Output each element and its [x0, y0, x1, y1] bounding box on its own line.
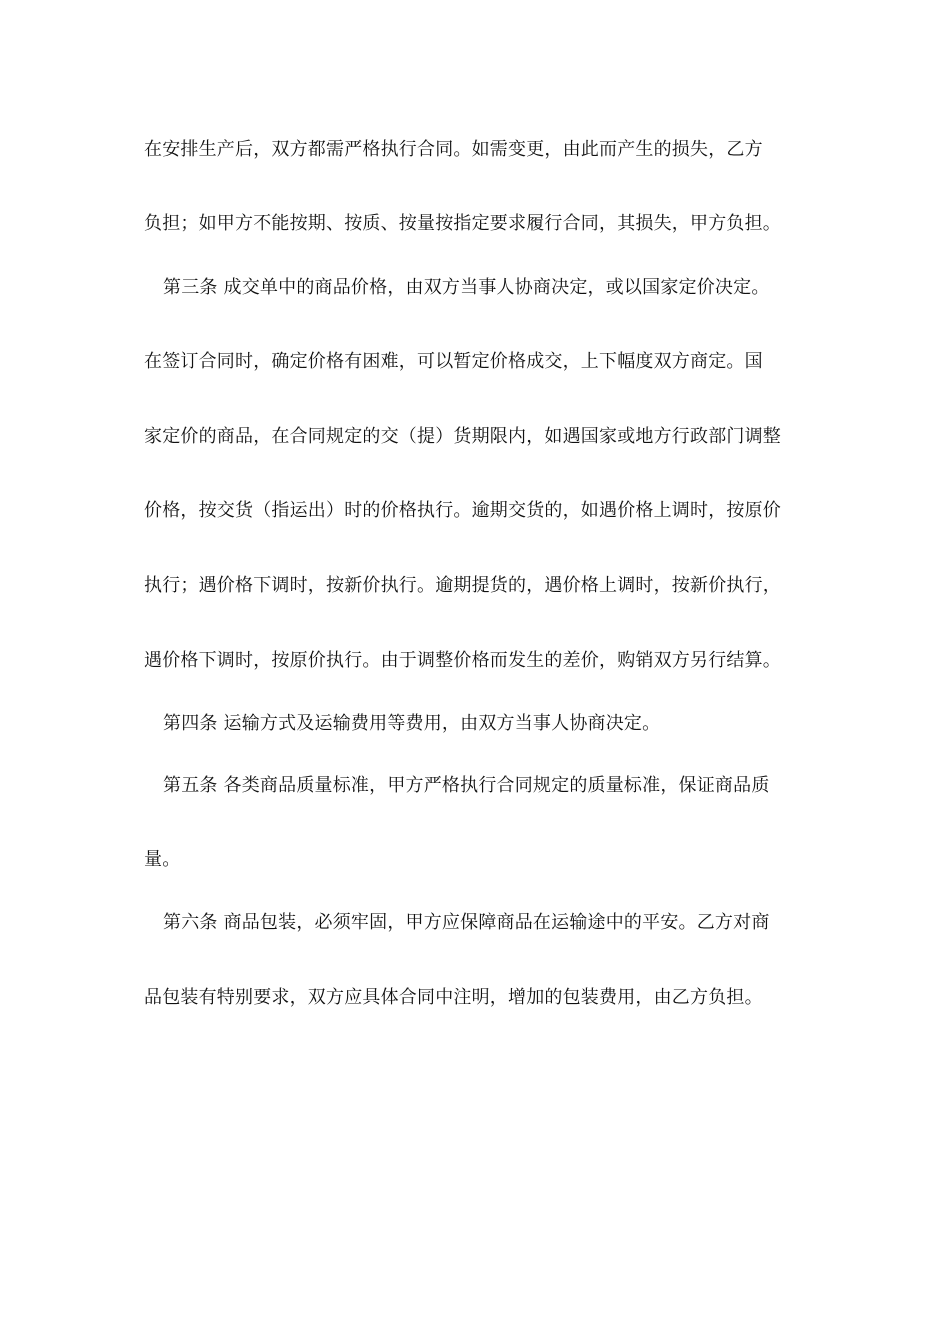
text-line: 品包装有特别要求，双方应具体合同中注明，增加的包装费用，由乙方负担。	[144, 987, 763, 1008]
text-line: 执行；遇价格下调时，按新价执行。逾期提货的，遇价格上调时，按新价执行，	[144, 575, 781, 596]
text-line: 量。	[144, 849, 181, 870]
article-3-heading-line: 第三条 成交单中的商品价格，由双方当事人协商决定，或以国家定价决定。	[163, 277, 770, 298]
text-line: 在签订合同时，确定价格有困难，可以暂定价格成交，上下幅度双方商定。国	[144, 351, 763, 372]
article-4-heading-line: 第四条 运输方式及运输费用等费用，由双方当事人协商决定。	[163, 713, 661, 734]
text-line: 遇价格下调时，按原价执行。由于调整价格而发生的差价，购销双方另行结算。	[144, 650, 781, 671]
article-6-heading-line: 第六条 商品包装，必须牢固，甲方应保障商品在运输途中的平安。乙方对商	[163, 912, 770, 933]
article-5-heading-line: 第五条 各类商品质量标准，甲方严格执行合同规定的质量标准，保证商品质	[163, 775, 770, 796]
text-line: 负担；如甲方不能按期、按质、按量按指定要求履行合同，其损失，甲方负担。	[144, 213, 781, 234]
text-line: 在安排生产后，双方都需严格执行合同。如需变更，由此而产生的损失，乙方	[144, 139, 763, 160]
text-line: 价格，按交货（指运出）时的价格执行。逾期交货的，如遇价格上调时，按原价	[144, 500, 781, 521]
text-line: 家定价的商品，在合同规定的交（提）货期限内，如遇国家或地方行政部门调整	[144, 426, 781, 447]
